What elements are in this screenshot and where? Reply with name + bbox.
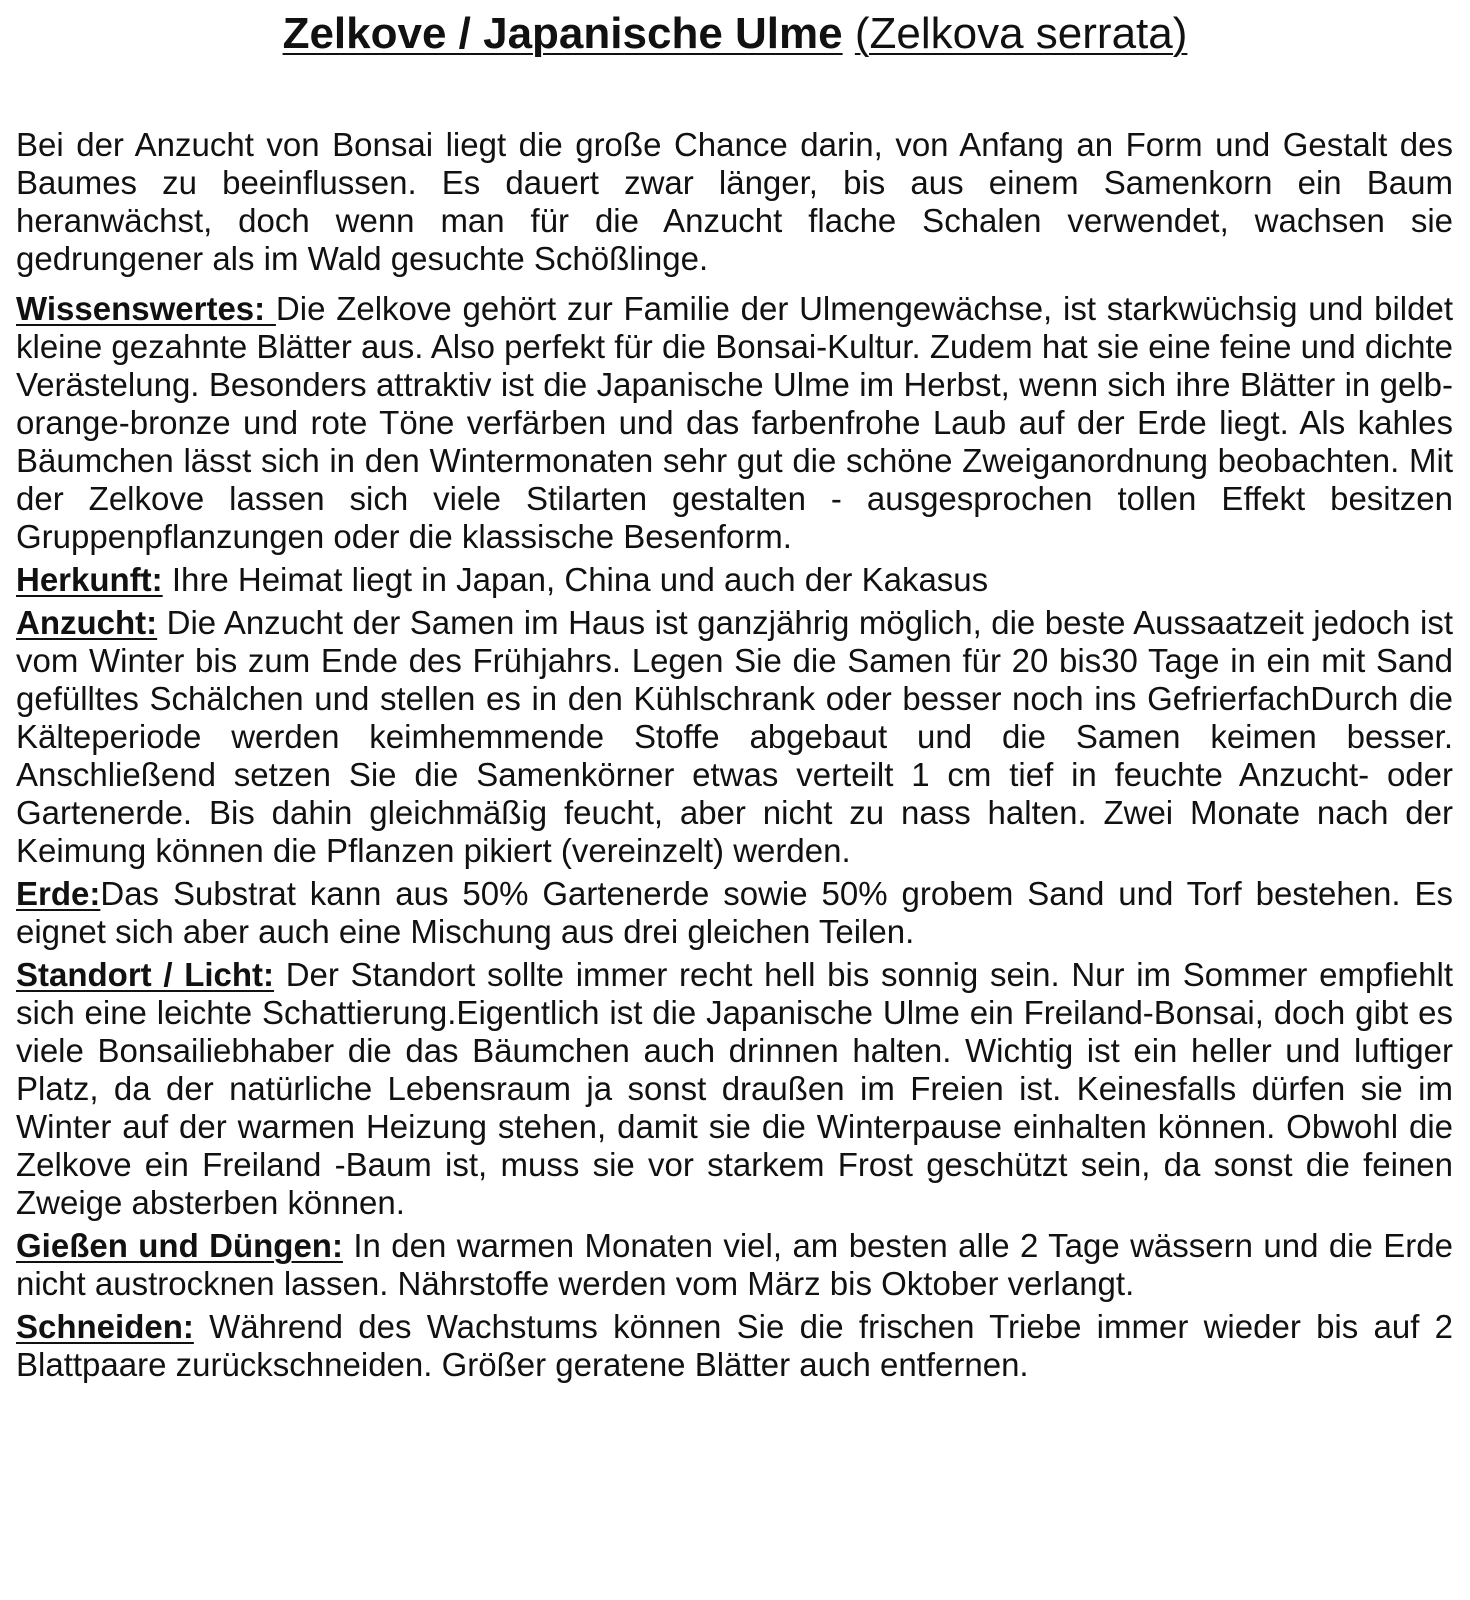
section-text: Die Anzucht der Samen im Haus ist ganzjährig möglich, die beste Aussaatzeit jedoch ist vom Winter bis zum Ende des Frühjahrs. Legen Sie die Samen für 20 bis30 Tage in ein mit Sand gefülltes Schälchen und stellen es in den Kühlschrank oder besser noch ins GefrierfachDurch die Kälteperiode werden keimhemmende Stoffe abgebaut und die Samen keimen besser. Anschließend setzen Sie die Samenkörner etwas verteilt 1 cm tief in feuchte Anzucht- oder Gartenerde. Bis dahin gleichmäßig feucht, aber nicht zu nass halten. Zwei Monate nach der Keimung können die Pflanzen pikiert (vereinzelt) werden.: [16, 604, 1453, 869]
section-label: Erde:: [16, 875, 101, 912]
section-standort-licht: [16, 956, 1453, 1222]
intro-paragraph: Bei der Anzucht von Bonsai liegt die große Chance darin, von Anfang an Form und Gestalt des Baumes zu beeinflussen. Es dauert zwar länger, bis aus einem Samenkorn ein Baum heranwächst, doch wenn man für die Anzucht flache Schalen verwendet, wachsen sie gedrungener als im Wald gesuchte Schößlinge.: [16, 126, 1453, 277]
section-erde: [16, 875, 1453, 951]
title-latin-name: (Zelkova serrata): [854, 9, 1188, 58]
section-text: Ihre Heimat liegt in Japan, China und auch der Kakasus: [162, 561, 989, 598]
section-anzucht: [16, 604, 1453, 870]
section-schneiden: [16, 1308, 1453, 1384]
section-label: Standort / Licht:: [16, 956, 275, 993]
title-common-name: Zelkove / Japanische Ulme: [282, 9, 843, 58]
section-text: Während des Wachstums können Sie die frischen Triebe immer wieder bis auf 2 Blattpaare zurückschneiden. Größer geratene Blätter auch entfernen.: [16, 1308, 1453, 1383]
section-wissenswertes: [16, 290, 1453, 556]
page-title: [0, 8, 1470, 60]
section-label: Gießen und Düngen:: [16, 1227, 343, 1264]
section-text: Die Zelkove gehört zur Familie der Ulmengewächse, ist starkwüchsig und bildet kleine gezahnte Blätter aus. Also perfekt für die Bonsai-Kultur. Zudem hat sie eine feine und dichte Verästelung. Besonders attraktiv ist die Japanische Ulme im Herbst, wenn sich ihre Blätter in gelb-orange-bronze und rote Töne verfärben und das farbenfrohe Laub auf der Erde liegt. Als kahles Bäumchen lässt sich in den Wintermonaten sehr gut die schöne Zweiganordnung beobachten. Mit der Zelkove lassen sich viele Stilarten gestalten - ausgesprochen tollen Effekt besitzen Gruppenpflanzungen oder die klassische Besenform.: [16, 290, 1453, 555]
section-text: In den warmen Monaten viel, am besten alle 2 Tage wässern und die Erde nicht austrocknen lassen. Nährstoffe werden vom März bis Oktober verlangt.: [16, 1227, 1453, 1302]
section-herkunft: [16, 561, 1453, 599]
section-label: Wissenswertes:: [16, 290, 276, 327]
section-label: Schneiden:: [16, 1308, 194, 1345]
section-label: Herkunft:: [16, 561, 163, 598]
section-text: Der Standort sollte immer recht hell bis sonnig sein. Nur im Sommer empfiehlt sich eine leichte Schattierung.Eigentlich ist die Japanische Ulme ein Freiland-Bonsai, doch gibt es viele Bonsailiebhaber die das Bäumchen auch drinnen halten. Wichtig ist ein heller und luftiger Platz, da der natürliche Lebensraum ja sonst draußen im Freien ist. Keinesfalls dürfen sie im Winter auf der warmen Heizung stehen, damit sie die Winterpause einhalten können. Obwohl die Zelkove ein Freiland -Baum ist, muss sie vor starkem Frost geschützt sein, da sonst die feinen Zweige absterben können.: [16, 956, 1453, 1221]
section-label: Anzucht:: [16, 604, 158, 641]
document-body: [16, 126, 1453, 1389]
section-text: Das Substrat kann aus 50% Gartenerde sowie 50% grobem Sand und Torf bestehen. Es eignet sich aber auch eine Mischung aus drei gleichen Teilen.: [16, 875, 1453, 950]
section-giessen-duengen: [16, 1227, 1453, 1303]
